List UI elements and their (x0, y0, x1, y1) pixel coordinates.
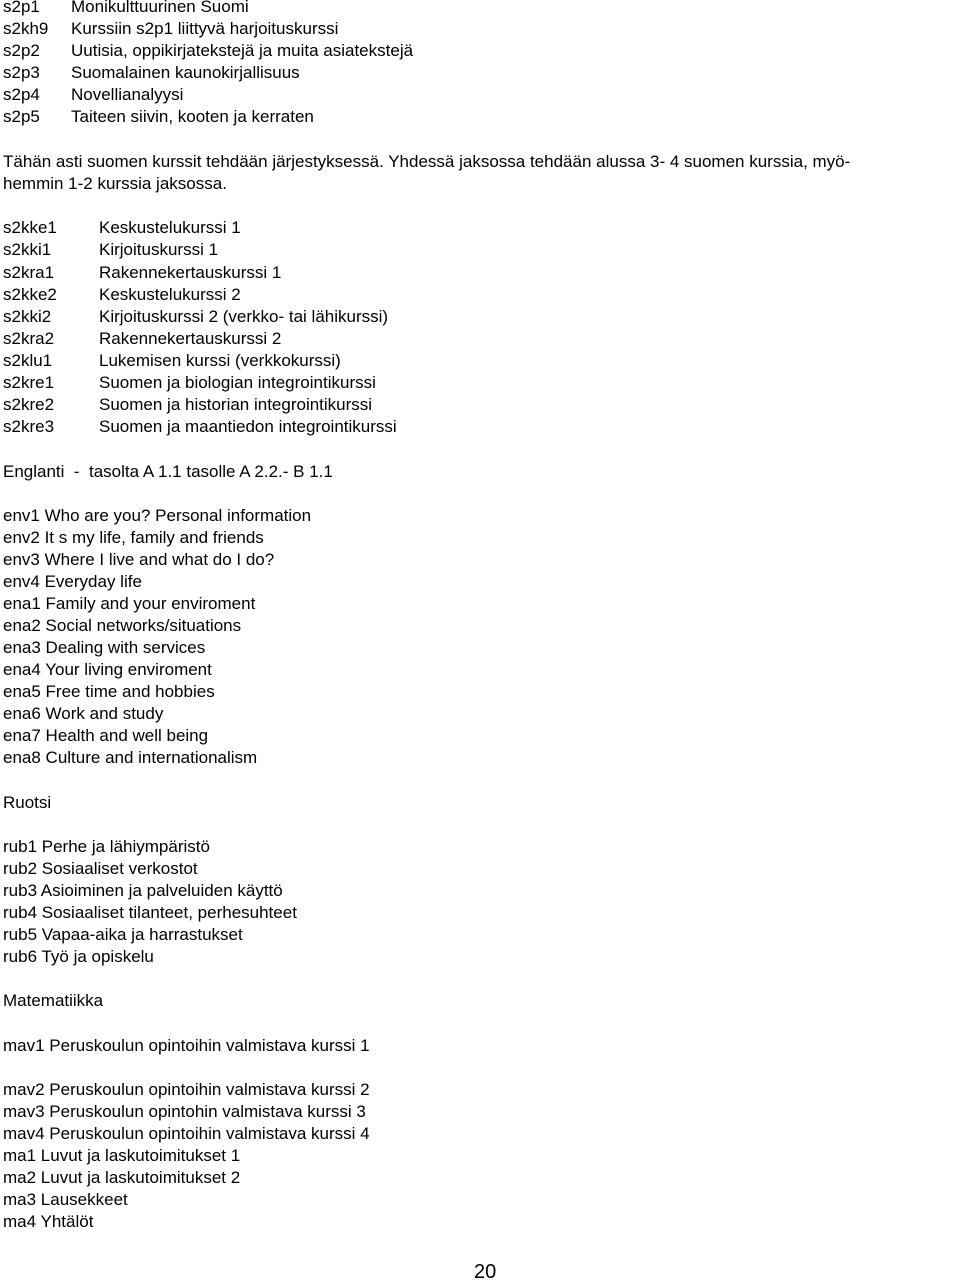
course-row: ena1 Family and your enviroment (3, 594, 256, 613)
course-row: ena4 Your living enviroment (3, 660, 212, 679)
course-row: rub5 Vapaa-aika ja harrastukset (3, 925, 243, 944)
course-code: s2p4 (3, 85, 40, 104)
course-row (3, 18, 338, 40)
course-code: s2kke1 (3, 218, 57, 237)
course-code: s2p3 (3, 63, 40, 82)
course-title: Keskustelukurssi 2 (99, 285, 241, 304)
course-title: Rakennekertauskurssi 1 (99, 263, 282, 282)
course-row: env2 It s my life, family and friends (3, 528, 264, 547)
course-title: Suomalainen kaunokirjallisuus (71, 63, 300, 82)
course-code: s2kra2 (3, 329, 55, 348)
course-row (3, 306, 388, 328)
course-code: s2p1 (3, 0, 40, 16)
course-row: ma3 Lausekkeet (3, 1190, 128, 1209)
course-row: ena3 Dealing with services (3, 638, 206, 657)
course-code: s2p2 (3, 41, 40, 60)
course-row (3, 217, 241, 239)
course-row: rub2 Sosiaaliset verkostot (3, 859, 198, 878)
course-row (3, 239, 218, 261)
course-code: s2kre2 (3, 395, 55, 414)
course-row (3, 40, 413, 62)
course-row (3, 416, 397, 438)
section-heading: Ruotsi (3, 793, 52, 812)
course-code: s2kre1 (3, 373, 55, 392)
course-title: Suomen ja historian integrointikurssi (99, 395, 373, 414)
course-title: Taiteen siivin, kooten ja kerraten (71, 107, 314, 126)
course-code: s2kra1 (3, 263, 55, 282)
course-code: s2kre3 (3, 417, 55, 436)
paragraph-line: Tähän asti suomen kurssit tehdään järjestyksessä. Yhdessä jaksossa tehdään alussa 3- 4 suomen kurssia, myö- (3, 152, 851, 171)
course-title: Kirjoituskurssi 1 (99, 240, 219, 259)
course-title: Keskustelukurssi 1 (99, 218, 241, 237)
course-row: mav2 Peruskoulun opintoihin valmistava kurssi 2 (3, 1080, 370, 1099)
course-row (3, 284, 241, 306)
course-row: ena7 Health and well being (3, 726, 209, 745)
course-row: ena5 Free time and hobbies (3, 682, 215, 701)
course-row: ena6 Work and study (3, 704, 164, 723)
paragraph-line: hemmin 1-2 kurssia jaksossa. (3, 174, 227, 193)
course-row (3, 350, 341, 372)
course-row: rub3 Asioiminen ja palveluiden käyttö (3, 881, 283, 900)
course-title: Uutisia, oppikirjatekstejä ja muita asiatekstejä (71, 41, 414, 60)
course-row (3, 62, 300, 84)
course-row (3, 328, 281, 350)
course-row: ma1 Luvut ja laskutoimitukset 1 (3, 1146, 241, 1165)
course-title: Lukemisen kurssi (verkkokurssi) (99, 351, 341, 370)
course-row (3, 0, 249, 18)
section-heading: Englanti - tasolta A 1.1 tasolle A 2.2.- B 1.1 (3, 462, 333, 481)
course-title: Novellianalyysi (71, 85, 184, 104)
course-code: s2kki2 (3, 307, 52, 326)
course-title: Suomen ja biologian integrointikurssi (99, 373, 376, 392)
course-row: ena8 Culture and internationalism (3, 748, 258, 767)
course-row: ma4 Yhtälöt (3, 1212, 94, 1231)
course-row: env1 Who are you? Personal information (3, 506, 312, 525)
course-row (3, 106, 314, 128)
course-row: mav1 Peruskoulun opintoihin valmistava kurssi 1 (3, 1036, 370, 1055)
course-title: Kirjoituskurssi 2 (verkko- tai lähikurssi) (99, 307, 389, 326)
course-row (3, 262, 281, 284)
course-row: mav4 Peruskoulun opintoihin valmistava kurssi 4 (3, 1124, 370, 1143)
course-row (3, 84, 183, 106)
course-code: s2kke2 (3, 285, 57, 304)
course-code: s2p5 (3, 107, 40, 126)
course-row (3, 372, 376, 394)
course-row: env4 Everyday life (3, 572, 142, 591)
course-row: ena2 Social networks/situations (3, 616, 242, 635)
course-code: s2kki1 (3, 240, 52, 259)
course-row: rub1 Perhe ja lähiympäristö (3, 837, 210, 856)
course-title: Kurssiin s2p1 liittyvä harjoituskurssi (71, 19, 339, 38)
course-row (3, 394, 372, 416)
course-row: rub6 Työ ja opiskelu (3, 947, 154, 966)
course-row: rub4 Sosiaaliset tilanteet, perhesuhteet (3, 903, 297, 922)
course-title: Suomen ja maantiedon integrointikurssi (99, 417, 397, 436)
course-row: ma2 Luvut ja laskutoimitukset 2 (3, 1168, 241, 1187)
course-title: Rakennekertauskurssi 2 (99, 329, 282, 348)
course-title: Monikulttuurinen Suomi (71, 0, 249, 16)
course-row: env3 Where I live and what do I do? (3, 550, 275, 569)
course-row: mav3 Peruskoulun opintohin valmistava kurssi 3 (3, 1102, 366, 1121)
course-code: s2kh9 (3, 19, 49, 38)
page-number: 20 (474, 1261, 497, 1283)
section-heading: Matematiikka (3, 991, 104, 1010)
course-code: s2klu1 (3, 351, 53, 370)
